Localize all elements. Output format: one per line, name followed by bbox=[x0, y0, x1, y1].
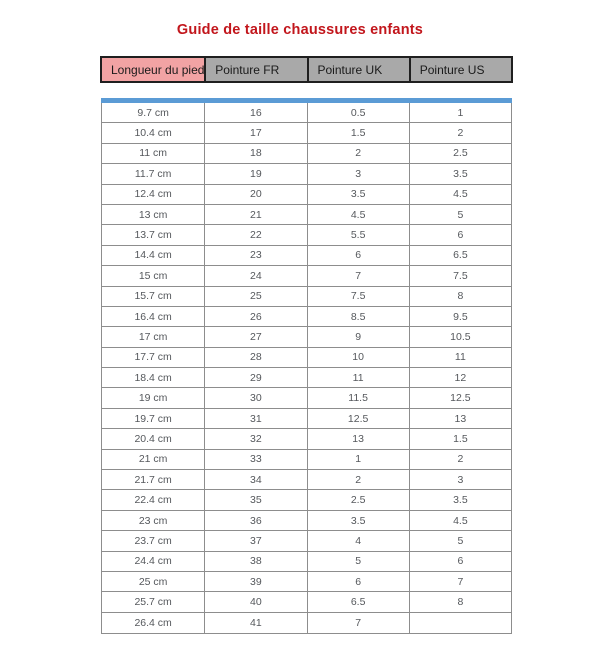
table-cell: 10.4 cm bbox=[134, 127, 172, 140]
table-cell: 23 cm bbox=[138, 514, 168, 527]
table-cell: 12.5 bbox=[409, 388, 511, 407]
table-cell: 15 cm bbox=[138, 269, 168, 282]
table-cell: 13 bbox=[409, 409, 511, 428]
table-cell: 11 cm bbox=[139, 147, 168, 160]
table-cell: 3.5 bbox=[307, 511, 409, 530]
table-row bbox=[102, 409, 511, 429]
table-cell: 23 bbox=[204, 246, 306, 265]
table-cell: 25 cm bbox=[138, 575, 168, 588]
table-row bbox=[102, 470, 511, 490]
table-cell: 17.7 cm bbox=[134, 351, 172, 364]
table-cell: 36 bbox=[204, 511, 306, 530]
table-cell: 28 bbox=[204, 348, 306, 367]
table-cell: 24 bbox=[204, 266, 306, 285]
table-cell: 40 bbox=[204, 592, 306, 611]
table-cell: 16 bbox=[204, 103, 306, 122]
table-row bbox=[102, 144, 511, 164]
table-cell: 7 bbox=[307, 266, 409, 285]
table-cell: 10.5 bbox=[409, 327, 511, 346]
table-row bbox=[102, 531, 511, 551]
table-cell: 17 cm bbox=[138, 330, 168, 343]
table-cell: 2.5 bbox=[307, 490, 409, 509]
table-cell: 7.5 bbox=[409, 266, 511, 285]
table-cell: 1.5 bbox=[307, 123, 409, 142]
table-cell: 11 bbox=[307, 368, 409, 387]
table-cell: 11.5 bbox=[307, 388, 409, 407]
table-cell: 21 bbox=[204, 205, 306, 224]
table-cell: 1 bbox=[307, 450, 409, 469]
table-cell: 13.7 cm bbox=[134, 229, 172, 242]
table-cell: 2.5 bbox=[409, 144, 511, 163]
table-cell: 29 bbox=[204, 368, 306, 387]
table-cell: 9 bbox=[307, 327, 409, 346]
table-cell: 38 bbox=[204, 552, 306, 571]
table-cell: 8.5 bbox=[307, 307, 409, 326]
table-cell: 5 bbox=[409, 205, 511, 224]
table-cell: 22.4 cm bbox=[134, 494, 172, 507]
table-header-row bbox=[100, 56, 513, 83]
table-cell: 26 bbox=[204, 307, 306, 326]
table-cell: 13 cm bbox=[138, 208, 168, 221]
table-cell: 9.5 bbox=[409, 307, 511, 326]
table-cell: 19.7 cm bbox=[134, 412, 172, 425]
table-cell: 14.4 cm bbox=[134, 249, 172, 262]
table-cell: 13 bbox=[307, 429, 409, 448]
table-cell: 2 bbox=[409, 123, 511, 142]
table-cell: 3 bbox=[307, 164, 409, 183]
table-cell: 9.7 cm bbox=[137, 106, 169, 119]
table-cell bbox=[409, 613, 511, 633]
table-cell: 12.4 cm bbox=[134, 188, 172, 201]
table-cell: 27 bbox=[204, 327, 306, 346]
table-cell: 1 bbox=[409, 103, 511, 122]
table-cell: 6 bbox=[409, 225, 511, 244]
table-cell: 16.4 cm bbox=[134, 310, 172, 323]
table-cell: 8 bbox=[409, 287, 511, 306]
table-cell: 3.5 bbox=[409, 490, 511, 509]
table-cell: 39 bbox=[204, 572, 306, 591]
table-row bbox=[102, 185, 511, 205]
table-row bbox=[102, 552, 511, 572]
table-row bbox=[102, 266, 511, 286]
table-row bbox=[102, 368, 511, 388]
table-cell: 30 bbox=[204, 388, 306, 407]
table-cell: 20.4 cm bbox=[134, 432, 172, 445]
table-cell: 4 bbox=[307, 531, 409, 550]
table-row bbox=[102, 307, 511, 327]
table-row bbox=[102, 225, 511, 245]
table-cell: 22 bbox=[204, 225, 306, 244]
table-row bbox=[102, 511, 511, 531]
column-header-longueur-du-pied: Longueur du pied bbox=[102, 58, 204, 81]
table-cell: 24.4 cm bbox=[134, 555, 172, 568]
table-cell: 12 bbox=[409, 368, 511, 387]
table-cell: 0.5 bbox=[307, 103, 409, 122]
table-cell: 7 bbox=[409, 572, 511, 591]
table-cell: 7.5 bbox=[307, 287, 409, 306]
table-cell: 18.4 cm bbox=[134, 371, 172, 384]
table-cell: 3 bbox=[409, 470, 511, 489]
table-body bbox=[101, 103, 512, 634]
table-row bbox=[102, 287, 511, 307]
table-row bbox=[102, 246, 511, 266]
table-row bbox=[102, 613, 511, 633]
table-cell: 4.5 bbox=[409, 511, 511, 530]
table-cell: 21.7 cm bbox=[134, 473, 172, 486]
table-cell: 17 bbox=[204, 123, 306, 142]
table-cell: 5.5 bbox=[307, 225, 409, 244]
table-cell: 21 cm bbox=[138, 453, 168, 466]
table-cell: 25.7 cm bbox=[134, 596, 172, 609]
table-cell: 11.7 cm bbox=[134, 167, 172, 180]
table-cell: 31 bbox=[204, 409, 306, 428]
table-cell: 15.7 cm bbox=[134, 290, 172, 303]
column-header-pointure-us: Pointure US bbox=[409, 58, 511, 81]
table-cell: 5 bbox=[409, 531, 511, 550]
table-row bbox=[102, 592, 511, 612]
table-row bbox=[102, 327, 511, 347]
table-cell: 19 bbox=[204, 164, 306, 183]
table-cell: 34 bbox=[204, 470, 306, 489]
table-cell: 33 bbox=[204, 450, 306, 469]
table-cell: 20 bbox=[204, 185, 306, 204]
table-cell: 2 bbox=[307, 144, 409, 163]
table-cell: 10 bbox=[307, 348, 409, 367]
table-cell: 41 bbox=[204, 613, 306, 633]
table-row bbox=[102, 164, 511, 184]
table-cell: 3.5 bbox=[409, 164, 511, 183]
table-cell: 8 bbox=[409, 592, 511, 611]
table-cell: 4.5 bbox=[409, 185, 511, 204]
table-cell: 4.5 bbox=[307, 205, 409, 224]
column-header-pointure-fr: Pointure FR bbox=[204, 58, 306, 81]
table-row bbox=[102, 348, 511, 368]
table-cell: 11 bbox=[409, 348, 511, 367]
table-cell: 2 bbox=[409, 450, 511, 469]
page-title: Guide de taille chaussures enfants bbox=[176, 22, 424, 38]
table-cell: 26.4 cm bbox=[134, 616, 172, 629]
column-header-pointure-uk: Pointure UK bbox=[307, 58, 409, 81]
table-row bbox=[102, 450, 511, 470]
table-cell: 32 bbox=[204, 429, 306, 448]
table-cell: 23.7 cm bbox=[134, 534, 172, 547]
table-cell: 35 bbox=[204, 490, 306, 509]
table-cell: 6 bbox=[307, 572, 409, 591]
table-row bbox=[102, 429, 511, 449]
table-cell: 6.5 bbox=[307, 592, 409, 611]
table-cell: 18 bbox=[204, 144, 306, 163]
size-table bbox=[101, 98, 512, 634]
table-cell: 37 bbox=[204, 531, 306, 550]
table-row bbox=[102, 123, 511, 143]
table-cell: 12.5 bbox=[307, 409, 409, 428]
table-row bbox=[102, 103, 511, 123]
table-cell: 19 cm bbox=[138, 392, 168, 405]
table-cell: 1.5 bbox=[409, 429, 511, 448]
table-cell: 7 bbox=[307, 613, 409, 633]
table-row bbox=[102, 572, 511, 592]
table-cell: 6 bbox=[409, 552, 511, 571]
table-row bbox=[102, 490, 511, 510]
table-cell: 2 bbox=[307, 470, 409, 489]
table-cell: 6.5 bbox=[409, 246, 511, 265]
table-row bbox=[102, 205, 511, 225]
table-cell: 6 bbox=[307, 246, 409, 265]
table-row bbox=[102, 388, 511, 408]
table-cell: 5 bbox=[307, 552, 409, 571]
table-cell: 25 bbox=[204, 287, 306, 306]
table-cell: 3.5 bbox=[307, 185, 409, 204]
